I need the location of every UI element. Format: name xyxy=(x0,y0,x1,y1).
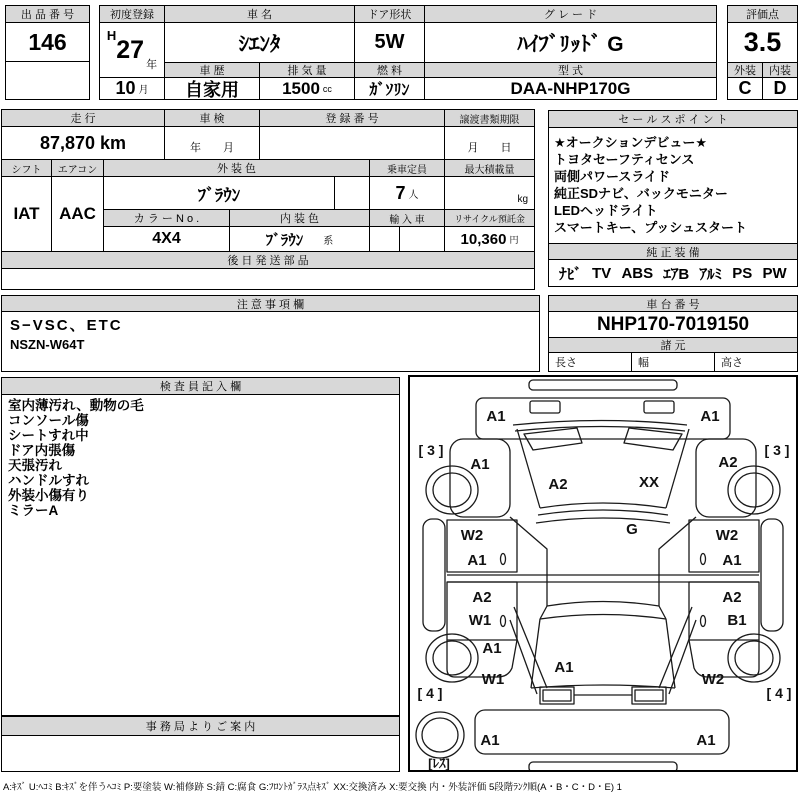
mark-rear-quarter-left: A1 xyxy=(470,456,490,473)
tire-depth-rear-right: [ 3 ] xyxy=(764,442,790,458)
inspector-note: ミラーA xyxy=(8,503,59,518)
door-shape-label: ドア形状 xyxy=(354,5,425,23)
car-top-view xyxy=(410,377,796,770)
equipment-item: PW xyxy=(762,264,787,282)
notes-line-1: S−VSC、ETC xyxy=(10,317,123,334)
lot-number-empty xyxy=(5,61,90,100)
inspector-notes-label: 検 査 員 記 入 欄 xyxy=(1,377,400,395)
import-label: 輸 入 車 xyxy=(369,209,445,227)
inspector-note: 室内薄汚れ、動物の毛 xyxy=(8,398,144,413)
equipment-item: ABS xyxy=(621,264,654,282)
office-notice-label: 事 務 局 よ り ご 案 内 xyxy=(1,716,400,736)
reg-year-value: 27 xyxy=(116,35,145,64)
mark-rear-gate-right: A1 xyxy=(700,408,720,425)
equipment-item: ｴｱB xyxy=(663,265,690,283)
sales-points-body xyxy=(548,127,798,244)
interior-grade-value: D xyxy=(762,77,798,100)
mark-right-front-door-upper: A2 xyxy=(722,589,742,606)
equipment-item: ﾅﾋﾞ xyxy=(559,265,582,283)
equipment-item: TV xyxy=(592,264,612,282)
equipment-item: ｱﾙﾐ xyxy=(699,265,722,283)
max-load-value xyxy=(444,176,535,210)
mark-roof: G xyxy=(626,521,638,538)
sales-point: 純正SDナビ、バックモニター xyxy=(554,186,728,201)
mark-left-front-door-lower: W1 xyxy=(468,612,492,629)
capacity-number: 7 xyxy=(395,182,406,203)
chassis-number-value: NHP170-7019150 xyxy=(548,311,798,338)
mark-left-rear-door-upper: W2 xyxy=(460,527,484,544)
mark-bumper-left: A1 xyxy=(480,732,500,749)
aircon-label: エアコン xyxy=(51,159,104,177)
fuel-label: 燃 料 xyxy=(354,62,425,78)
max-load-label: 最大積載量 xyxy=(444,159,535,177)
sales-point: LEDヘッドライト xyxy=(554,203,658,218)
first-registration-year xyxy=(99,22,165,78)
inspector-note: 天張汚れ xyxy=(8,458,62,473)
inspector-note: コンソール傷 xyxy=(8,413,89,428)
inspector-note: ハンドルすれ xyxy=(8,473,89,488)
mark-right-front-door-lower: B1 xyxy=(727,612,747,629)
dimension-length: 長さ xyxy=(548,352,632,372)
interior-grade-label: 内装 xyxy=(762,62,798,78)
factory-equipment-label: 純 正 装 備 xyxy=(548,243,798,260)
grade-value: ﾊｲﾌﾞﾘｯﾄﾞ G xyxy=(424,22,717,63)
grade-label: グ レ ー ド xyxy=(424,5,717,23)
interior-color-value xyxy=(229,226,370,252)
recycle-unit: 円 xyxy=(509,234,519,245)
notes-line-2: NSZN-W64T xyxy=(10,337,85,352)
spare-tire-label: [ﾚｽ] xyxy=(428,756,450,770)
inspector-note: ドア内張傷 xyxy=(8,443,76,458)
year-unit: 年 xyxy=(146,59,158,71)
recycle-deposit-label: リサイクル預託金 xyxy=(444,209,535,227)
lot-number-value: 146 xyxy=(5,22,90,62)
reg-month-value: 10 xyxy=(115,78,136,98)
inspector-note: 外装小傷有り xyxy=(8,488,89,503)
sales-point: ★オークションデビュー★ xyxy=(554,135,708,150)
displacement-unit: cc xyxy=(322,83,332,94)
inspection-label: 車 検 xyxy=(164,109,260,127)
first-registration-label: 初度登録 xyxy=(99,5,165,23)
model-code-value: DAA-NHP170G xyxy=(424,77,717,100)
sales-point: スマートキー、プッシュスタート xyxy=(554,220,748,235)
displacement-label: 排 気 量 xyxy=(259,62,355,78)
history-value: 自家用 xyxy=(164,77,260,100)
lot-number-label: 出 品 番 号 xyxy=(5,5,90,23)
model-code-label: 型 式 xyxy=(424,62,717,78)
inspector-notes-body xyxy=(1,394,400,716)
mark-rear-gate-left: A1 xyxy=(486,408,506,425)
exterior-color-label: 外 装 色 xyxy=(103,159,370,177)
later-shipped-parts-label: 後 日 発 送 部 品 xyxy=(1,251,535,269)
equipment-item: PS xyxy=(732,264,753,282)
notes-body xyxy=(1,311,540,372)
capacity-unit: 人 xyxy=(408,189,419,201)
car-name-value: ｼｴﾝﾀ xyxy=(164,22,355,63)
exterior-color-sub-empty xyxy=(334,176,370,210)
mark-left-rear-door-lower: A1 xyxy=(467,552,487,569)
factory-equipment-value xyxy=(548,259,798,287)
transfer-deadline-value: 月 日 xyxy=(444,126,535,160)
registration-number-value xyxy=(259,126,445,160)
later-shipped-parts-value xyxy=(1,268,535,290)
sales-point: 両側パワースライド xyxy=(554,169,670,184)
exterior-grade-label: 外装 xyxy=(727,62,763,78)
mark-rear-window-right: XX xyxy=(638,474,660,491)
office-notice-body xyxy=(1,735,400,772)
door-shape-value: 5W xyxy=(354,22,425,63)
color-no-value: 4X4 xyxy=(103,226,230,252)
damage-legend: A:ｷｽﾞ U:ﾍｺﾐ B:ｷｽﾞを伴うﾍｺﾐ P:要塗装 W:補修跡 S:錆 C:腐食 G:ﾌﾛﾝﾄｶﾞﾗｽ点ｷｽﾞ XX:交換済み X:要交換 内・外装評価 5段階ﾗﾝｸ順(A・B・C・D・E) 1 xyxy=(3,777,797,795)
car-name-label: 車 名 xyxy=(164,5,355,23)
tire-depth-rear-left: [ 3 ] xyxy=(418,442,444,458)
sales-points-label: セ ー ル ス ポ イ ン ト xyxy=(548,110,798,128)
displacement-number: 1500 xyxy=(282,78,320,98)
era-mark: H xyxy=(106,28,117,43)
max-load-unit: kg xyxy=(517,194,528,205)
interior-color-label: 内 装 色 xyxy=(229,209,370,227)
first-registration-month xyxy=(99,77,165,100)
exterior-grade-value: C xyxy=(727,77,763,100)
dimension-width: 幅 xyxy=(631,352,715,372)
history-label: 車 歴 xyxy=(164,62,260,78)
score-value: 3.5 xyxy=(727,22,798,63)
color-no-label: カ ラ ー N o . xyxy=(103,209,230,227)
sales-point: トヨタセーフティセンス xyxy=(554,152,695,167)
mark-right-rear-door-upper: W2 xyxy=(715,527,739,544)
import-value-b xyxy=(399,226,445,252)
interior-color-name: ﾌﾞﾗｳﾝ xyxy=(265,231,304,249)
transfer-deadline-label: 譲渡書類期限 xyxy=(444,109,535,127)
interior-color-suffix: 系 xyxy=(323,235,334,247)
mark-rear-quarter-right: A2 xyxy=(718,454,738,471)
displacement-value xyxy=(259,77,355,100)
mark-right-fender: W2 xyxy=(701,671,725,688)
fuel-value: ｶﾞｿﾘﾝ xyxy=(354,77,425,100)
registration-number-label: 登 録 番 号 xyxy=(259,109,445,127)
mark-hood: A1 xyxy=(554,659,574,676)
notes-label: 注 意 事 項 欄 xyxy=(1,295,540,312)
score-label: 評価点 xyxy=(727,5,798,23)
chassis-number-label: 車 台 番 号 xyxy=(548,295,798,312)
mileage-value: 87,870 km xyxy=(1,126,165,160)
inspector-note: シートすれ中 xyxy=(8,428,89,443)
mark-left-wheelarch: A1 xyxy=(482,640,502,657)
recycle-deposit-value xyxy=(444,226,535,252)
exterior-color-value: ﾌﾞﾗｳﾝ xyxy=(103,176,335,210)
dimension-height: 高さ xyxy=(714,352,798,372)
dimensions-label: 諸 元 xyxy=(548,337,798,353)
inspection-value: 年 月 xyxy=(164,126,260,160)
damage-diagram xyxy=(408,375,798,772)
import-value-a xyxy=(369,226,400,252)
tire-depth-front-left: [ 4 ] xyxy=(417,685,443,701)
recycle-number: 10,360 xyxy=(460,230,507,248)
shift-label: シフト xyxy=(1,159,52,177)
capacity-value xyxy=(369,176,445,210)
month-unit: 月 xyxy=(138,85,149,96)
aircon-value: AAC xyxy=(51,176,104,252)
tire-depth-front-right: [ 4 ] xyxy=(766,685,792,701)
shift-value: IAT xyxy=(1,176,52,252)
mark-right-rear-door-lower: A1 xyxy=(722,552,742,569)
mark-rear-window-left: A2 xyxy=(548,476,568,493)
capacity-label: 乗車定員 xyxy=(369,159,445,177)
mark-left-fender: W1 xyxy=(481,671,505,688)
mark-left-front-door-upper: A2 xyxy=(472,589,492,606)
mileage-label: 走 行 xyxy=(1,109,165,127)
mark-bumper-right: A1 xyxy=(696,732,716,749)
